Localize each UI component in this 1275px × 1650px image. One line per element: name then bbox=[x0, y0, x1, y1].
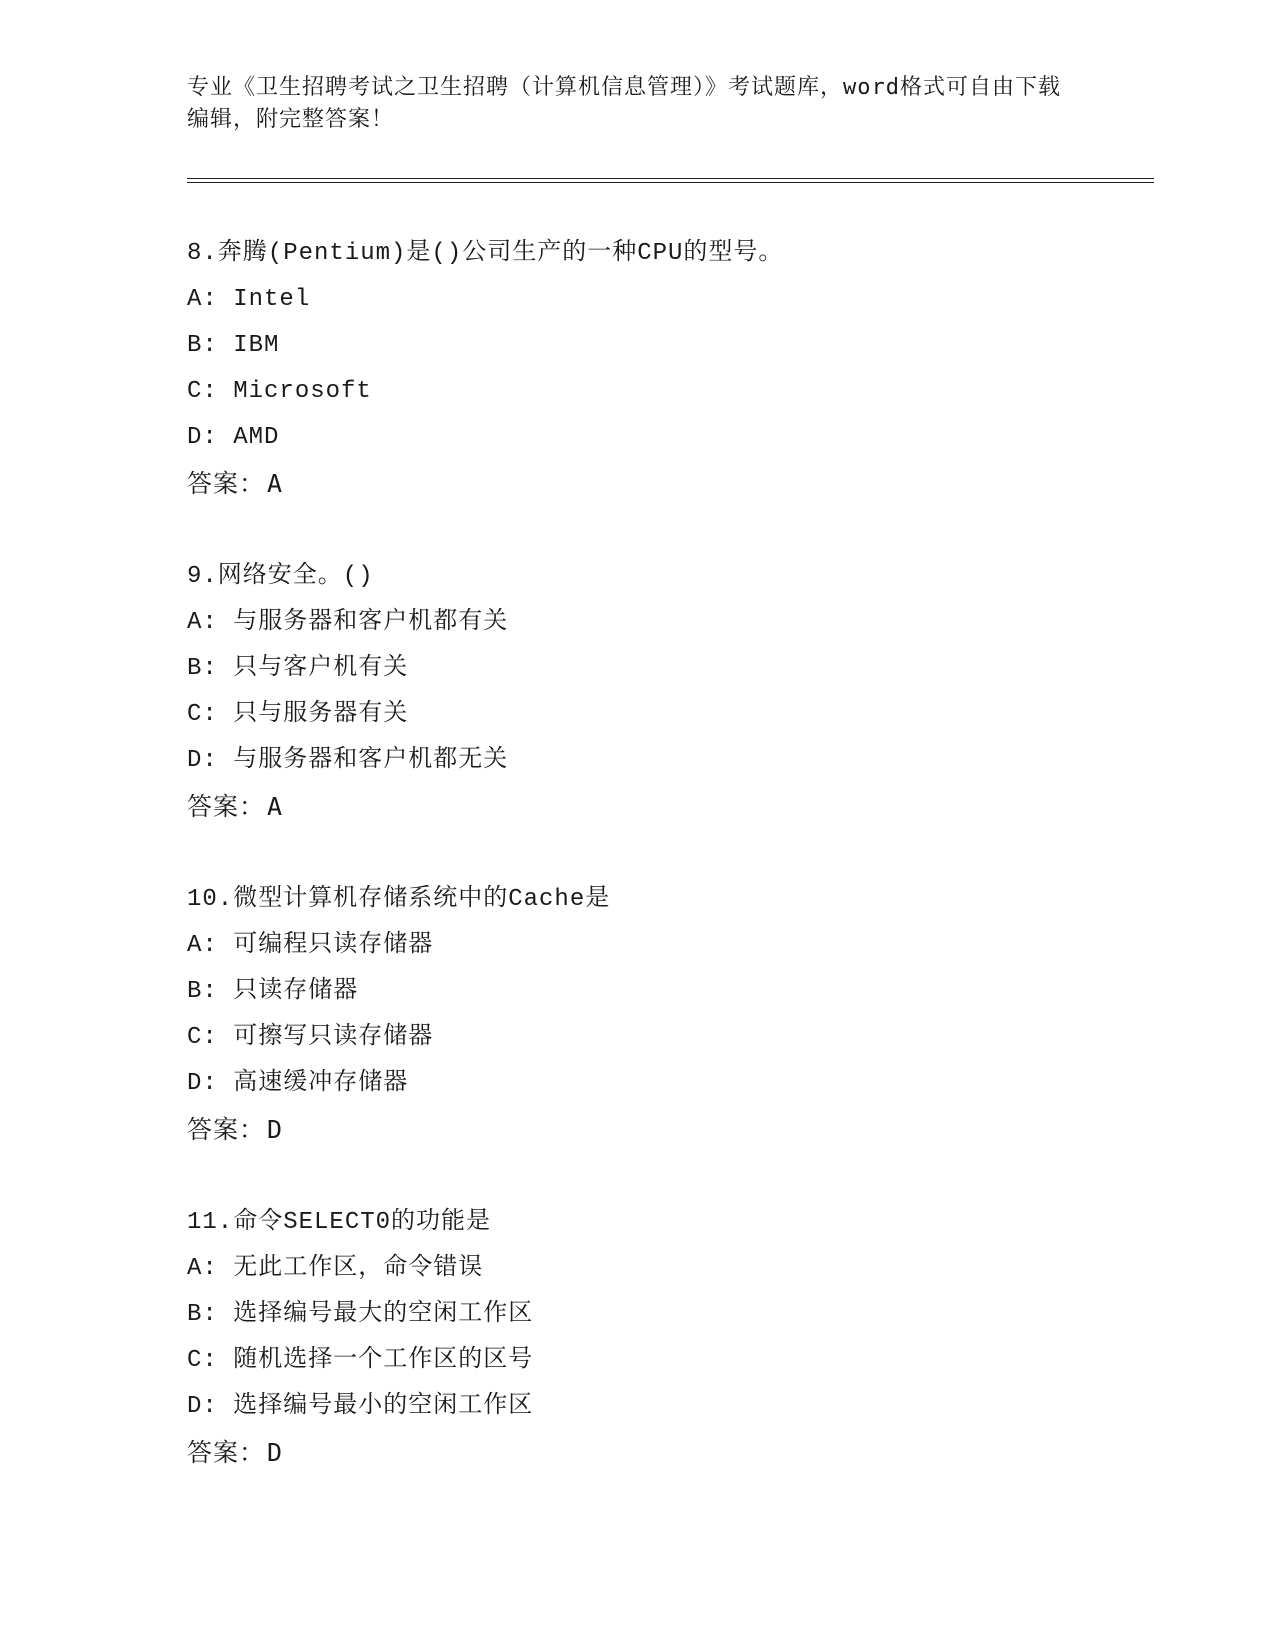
option-d: D: 选择编号最小的空闲工作区 bbox=[187, 1393, 534, 1420]
question-title: 10.微型计算机存储系统中的Cache是 bbox=[187, 886, 611, 913]
option-d: D: 与服务器和客户机都无关 bbox=[187, 747, 509, 774]
answer-line bbox=[187, 461, 1147, 507]
question-item bbox=[187, 1200, 1147, 1476]
answer-value: D bbox=[267, 1115, 284, 1144]
question-item bbox=[187, 877, 1147, 1153]
answer-label: 答案： bbox=[187, 1115, 266, 1144]
option-b: B: 只读存储器 bbox=[187, 978, 359, 1005]
answer-line bbox=[187, 1107, 1147, 1153]
answer-line bbox=[187, 784, 1147, 830]
answer-line bbox=[187, 1430, 1147, 1476]
option-c: C: 随机选择一个工作区的区号 bbox=[187, 1347, 534, 1374]
option-b: B: 只与客户机有关 bbox=[187, 655, 409, 682]
option-d: D: AMD bbox=[187, 424, 280, 451]
header-double-rule bbox=[187, 178, 1154, 183]
option-b: B: 选择编号最大的空闲工作区 bbox=[187, 1301, 534, 1328]
option-c: C: Microsoft bbox=[187, 378, 372, 405]
answer-label: 答案： bbox=[187, 1438, 266, 1467]
option-a: A: 与服务器和客户机都有关 bbox=[187, 609, 509, 636]
question-list bbox=[187, 231, 1147, 1523]
answer-value: A bbox=[267, 469, 284, 498]
answer-label: 答案： bbox=[187, 469, 266, 498]
option-b: B: IBM bbox=[187, 332, 280, 359]
option-a: A: 可编程只读存储器 bbox=[187, 932, 434, 959]
question-title: 9.网络安全。() bbox=[187, 563, 374, 590]
option-c: C: 可擦写只读存储器 bbox=[187, 1024, 434, 1051]
answer-label: 答案： bbox=[187, 792, 266, 821]
option-a: A: 无此工作区，命令错误 bbox=[187, 1255, 484, 1282]
option-a: A: Intel bbox=[187, 286, 311, 313]
question-title: 11.命令SELECT0的功能是 bbox=[187, 1209, 492, 1236]
question-item bbox=[187, 231, 1147, 507]
answer-value: D bbox=[267, 1438, 284, 1467]
option-d: D: 高速缓冲存储器 bbox=[187, 1070, 409, 1097]
answer-value: A bbox=[267, 792, 284, 821]
option-c: C: 只与服务器有关 bbox=[187, 701, 409, 728]
question-title: 8.奔腾(Pentium)是()公司生产的一种CPU的型号。 bbox=[187, 240, 784, 267]
question-item bbox=[187, 554, 1147, 830]
document-intro: 专业《卫生招聘考试之卫生招聘（计算机信息管理）》考试题库，word格式可自由下载编辑，附完整答案！ bbox=[187, 75, 1061, 132]
